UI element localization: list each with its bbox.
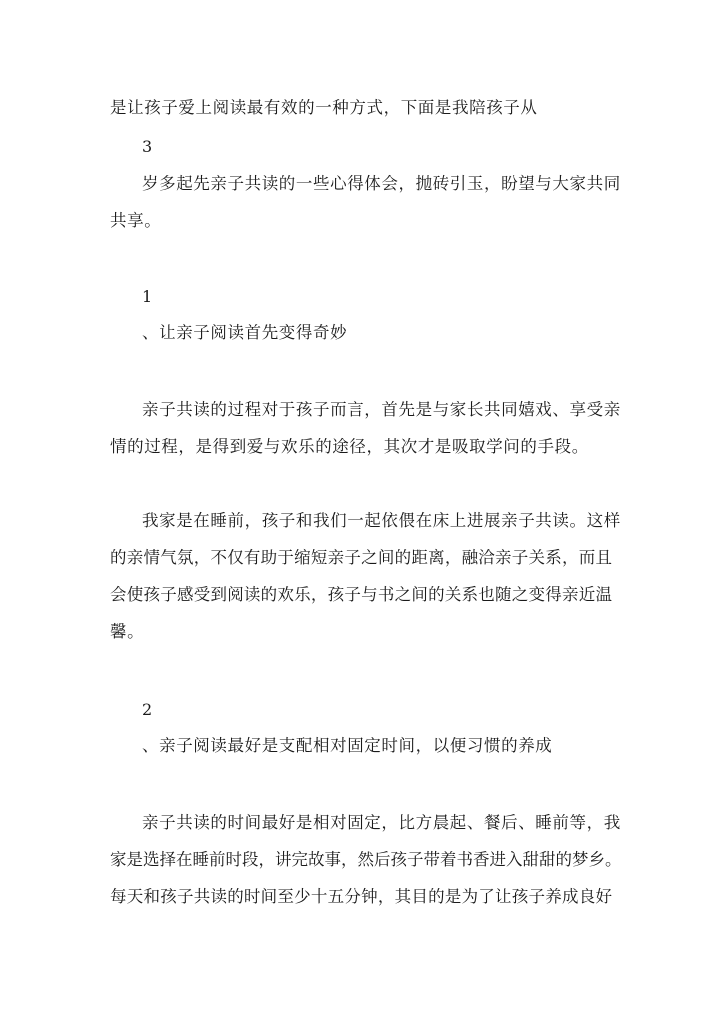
text-line: 是让孩子爱上阅读最有效的一种方式，下面是我陪孩子从 bbox=[110, 98, 538, 117]
section-number: 2 bbox=[142, 700, 153, 719]
section-heading: 、亲子阅读最好是支配相对固定时间，以便习惯的养成 bbox=[142, 736, 553, 755]
text-line: 的亲情气氛，不仅有助于缩短亲子之间的距离，融洽亲子关系，而且 bbox=[110, 548, 612, 567]
text-line: 会使孩子感受到阅读的欢乐，孩子与书之间的关系也随之变得亲近温 bbox=[110, 585, 612, 604]
section-number: 1 bbox=[142, 287, 153, 306]
text-line: 共享。 bbox=[110, 211, 162, 230]
text-line: 岁多起先亲子共读的一些心得体会，抛砖引玉，盼望与大家共同 bbox=[142, 174, 621, 193]
section-number: 3 bbox=[142, 137, 153, 156]
text-line: 我家是在睡前，孩子和我们一起依偎在床上进展亲子共读。这样 bbox=[142, 511, 621, 530]
text-line: 亲子共读的过程对于孩子而言，首先是与家长共同嬉戏、享受亲 bbox=[142, 400, 621, 419]
text-line: 亲子共读的时间最好是相对固定，比方晨起、餐后、睡前等，我 bbox=[142, 813, 621, 832]
section-heading: 、让亲子阅读首先变得奇妙 bbox=[142, 323, 348, 342]
text-line: 馨。 bbox=[110, 622, 145, 641]
text-line: 每天和孩子共读的时间至少十五分钟，其目的是为了让孩子养成良好 bbox=[110, 887, 612, 906]
text-line: 情的过程，是得到爱与欢乐的途径，其次才是吸取学问的手段。 bbox=[110, 437, 589, 456]
text-line: 家是选择在睡前时段，讲完故事，然后孩子带着书香进入甜甜的梦乡。 bbox=[110, 850, 622, 869]
